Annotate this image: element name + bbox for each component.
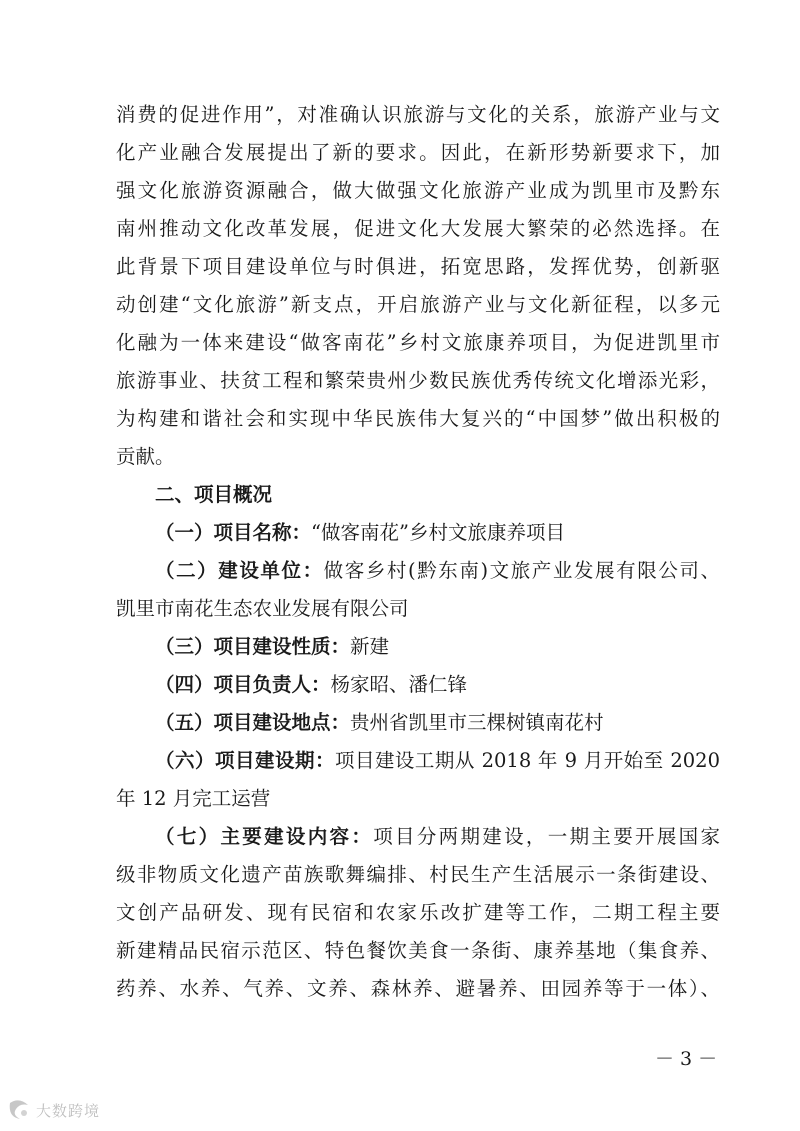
watermark-text: 大数跨境 (36, 1101, 101, 1120)
item-location (116, 704, 720, 742)
paragraph-line: 旅游事业、扶贫工程和繁荣贵州少数民族优秀传统文化增添光彩， (116, 369, 720, 392)
item-value: 新建 (350, 635, 390, 658)
brand-logo-icon (6, 1099, 32, 1121)
item-continuation: 药养、水养、气养、文养、森林养、避暑养、田园养等于一体）、 (116, 977, 720, 1000)
item-label: （五）项目建设地点： (155, 711, 351, 734)
item-project-name (116, 514, 720, 552)
item-value: 项目建设工期从 2018 年 9 月开始至 2020 (334, 749, 720, 772)
item-nature (116, 628, 720, 666)
paragraph-line: 动创建“文化旅游”新支点，开启旅游产业与文化新征程，以多元 (116, 293, 720, 316)
page-number: － 3 － (655, 1048, 718, 1070)
paragraph-line: 南州推动文化改革发展，促进文化大发展大繁荣的必然选择。在 (116, 217, 720, 240)
item-label: （四）项目负责人： (155, 673, 331, 696)
item-label: （三）项目建设性质： (155, 635, 351, 658)
paragraph-line: 化产业融合发展提出了新的要求。因此，在新形势新要求下，加 (116, 141, 720, 164)
paragraph-line: 强文化旅游资源融合，做大做强文化旅游产业成为凯里市及黔东 (116, 179, 720, 202)
item-continuation: 级非物质文化遗产苗族歌舞编排、村民生产生活展示一条街建设、 (116, 863, 720, 886)
item-value: 杨家昭、潘仁锋 (330, 673, 468, 696)
item-label: （二）建设单位： (155, 559, 324, 582)
paragraph-line: 为构建和谐社会和实现中华民族伟大复兴的“中国梦”做出积极的 (116, 407, 720, 430)
item-continuation: 新建精品民宿示范区、特色餐饮美食一条街、康养基地（集食养、 (116, 939, 720, 962)
item-value: 做客乡村(黔东南)文旅产业发展有限公司、 (323, 559, 720, 582)
item-leader (116, 666, 720, 704)
item-value: 项目分两期建设，一期主要开展国家 (373, 825, 720, 848)
item-value: 贵州省凯里市三棵树镇南花村 (350, 711, 604, 734)
paragraph-line: 此背景下项目建设单位与时俱进，拓宽思路，发挥优势，创新驱 (116, 255, 720, 278)
item-continuation: 文创产品研发、现有民宿和农家乐改扩建等工作，二期工程主要 (116, 901, 720, 924)
item-label: （六）项目建设期： (155, 749, 335, 772)
paragraph-line: 消费的促进作用”，对准确认识旅游与文化的关系，旅游产业与文 (116, 103, 720, 126)
watermark (6, 1096, 100, 1124)
paragraph-line: 贡献。 (116, 445, 175, 468)
item-value: “做客南花”乡村文旅康养项目 (311, 521, 565, 544)
item-label: （七）主要建设内容： (155, 825, 374, 848)
paragraph-line: 化融为一体来建设“做客南花”乡村文旅康养项目，为促进凯里市 (116, 331, 720, 354)
item-continuation: 凯里市南花生态农业发展有限公司 (116, 597, 409, 620)
item-builder (116, 552, 720, 590)
section-heading: 二、项目概况 (155, 483, 273, 506)
item-schedule (116, 742, 720, 780)
item-main-content (116, 818, 720, 856)
document-body (116, 96, 720, 1008)
item-label: （一）项目名称： (155, 521, 312, 544)
item-continuation: 年 12 月完工运营 (116, 787, 271, 810)
